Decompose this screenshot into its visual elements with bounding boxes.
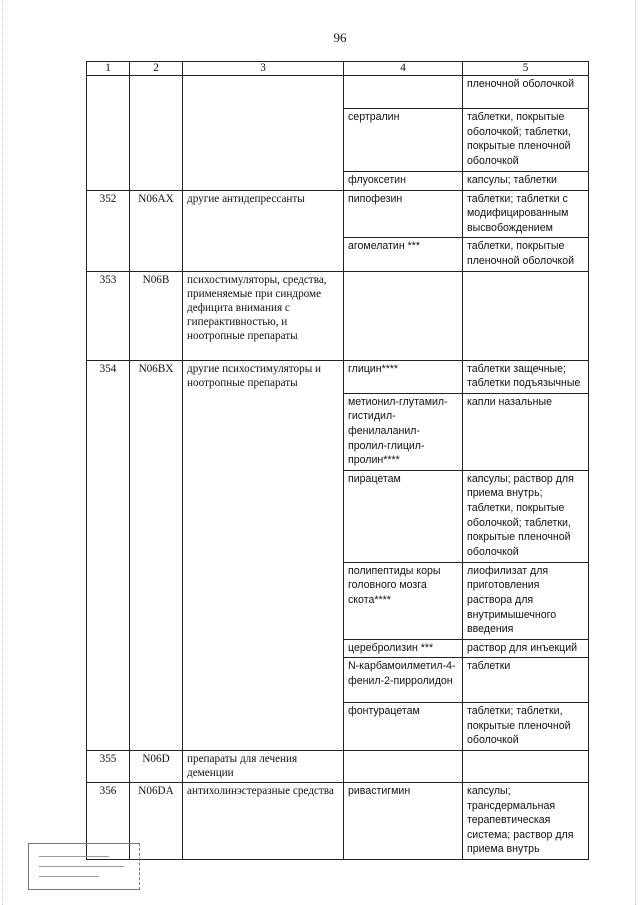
atc-code-cell: N06AX xyxy=(130,190,183,271)
atc-code-cell: N06D xyxy=(130,751,183,783)
inn-cell xyxy=(344,751,463,783)
inn-cell: агомелатин *** xyxy=(344,238,463,271)
group-name-cell: другие психостимуляторы и ноотропные препараты xyxy=(183,360,344,751)
row-number-cell xyxy=(87,76,130,191)
table-row xyxy=(87,271,589,360)
inn-cell: глицин**** xyxy=(344,360,463,393)
group-name-cell: психостимуляторы, средства, применяемые при синдроме дефицита внимания с гиперактивностью, и ноотропные препараты xyxy=(183,271,344,360)
group-name-cell: антихолинэстеразные средства xyxy=(183,783,344,860)
inn-cell: церебролизин *** xyxy=(344,639,463,658)
inn-cell: сертралин xyxy=(344,109,463,172)
inn-cell xyxy=(344,271,463,360)
group-name-cell xyxy=(183,76,344,191)
col-header-2: 2 xyxy=(130,62,183,76)
page-number: 96 xyxy=(333,30,347,45)
table-row xyxy=(87,751,589,783)
dosage-form-cell: таблетки xyxy=(463,658,589,703)
dosage-form-cell: капсулы; трансдермальная терапевтическая система; раствор для приема внутрь xyxy=(463,783,589,860)
dosage-form-cell: раствор для инъекций xyxy=(463,639,589,658)
col-header-3: 3 xyxy=(183,62,344,76)
dosage-form-cell: таблетки; таблетки, покрытые пленочной оболочкой xyxy=(463,703,589,751)
dosage-form-cell xyxy=(463,271,589,360)
table-row xyxy=(87,360,589,393)
col-header-4: 4 xyxy=(344,62,463,76)
row-number-cell: 355 xyxy=(87,751,130,783)
table-row xyxy=(87,190,589,238)
dosage-form-cell: таблетки, покрытые пленочной оболочкой xyxy=(463,238,589,271)
inn-cell: N-карбамоилметил-4-фенил-2-пирролидон xyxy=(344,658,463,703)
group-name-cell: другие антидепрессанты xyxy=(183,190,344,271)
col-header-5: 5 xyxy=(463,62,589,76)
inn-cell: флуоксетин xyxy=(344,172,463,191)
inn-cell xyxy=(344,76,463,109)
inn-cell: метионил-глутамил-гистидил-фенилаланил-пролил-глицил-пролин**** xyxy=(344,393,463,470)
dosage-form-cell: пленочной оболочкой xyxy=(463,76,589,109)
inn-cell: ривастигмин xyxy=(344,783,463,860)
dosage-form-cell: лиофилизат для приготовления раствора для внутримышечного введения xyxy=(463,562,589,639)
medicines-table xyxy=(86,61,589,860)
row-number-cell: 352 xyxy=(87,190,130,271)
atc-code-cell: N06DA xyxy=(130,783,183,860)
stamp-line xyxy=(39,866,124,867)
stamp-line xyxy=(39,856,109,857)
atc-code-cell xyxy=(130,76,183,191)
dosage-form-cell: капли назальные xyxy=(463,393,589,470)
col-header-1: 1 xyxy=(87,62,130,76)
dosage-form-cell: таблетки, покрытые оболочкой; таблетки, покрытые пленочной оболочкой xyxy=(463,109,589,172)
dosage-form-cell: капсулы; таблетки xyxy=(463,172,589,191)
dosage-form-cell: таблетки; таблетки с модифицированным высвобождением xyxy=(463,190,589,238)
inn-cell: пирацетам xyxy=(344,470,463,562)
dosage-form-cell: таблетки защечные; таблетки подъязычные xyxy=(463,360,589,393)
row-number-cell: 356 xyxy=(87,783,130,860)
row-number-cell: 354 xyxy=(87,360,130,751)
table-header-row xyxy=(87,62,589,76)
scan-edge-left xyxy=(2,0,5,905)
row-number-cell: 353 xyxy=(87,271,130,360)
inn-cell: фонтурацетам xyxy=(344,703,463,751)
inn-cell: пипофезин xyxy=(344,190,463,238)
inn-cell: полипептиды коры головного мозга скота**** xyxy=(344,562,463,639)
scan-edge-right xyxy=(635,0,638,905)
table-row xyxy=(87,76,589,109)
registration-stamp xyxy=(28,843,140,890)
group-name-cell: препараты для лечения деменции xyxy=(183,751,344,783)
dosage-form-cell: капсулы; раствор для приема внутрь; таблетки, покрытые оболочкой; таблетки, покрытые пленочной оболочкой xyxy=(463,470,589,562)
atc-code-cell: N06BX xyxy=(130,360,183,751)
table-row xyxy=(87,783,589,860)
atc-code-cell: N06B xyxy=(130,271,183,360)
dosage-form-cell xyxy=(463,751,589,783)
stamp-line xyxy=(39,876,99,877)
